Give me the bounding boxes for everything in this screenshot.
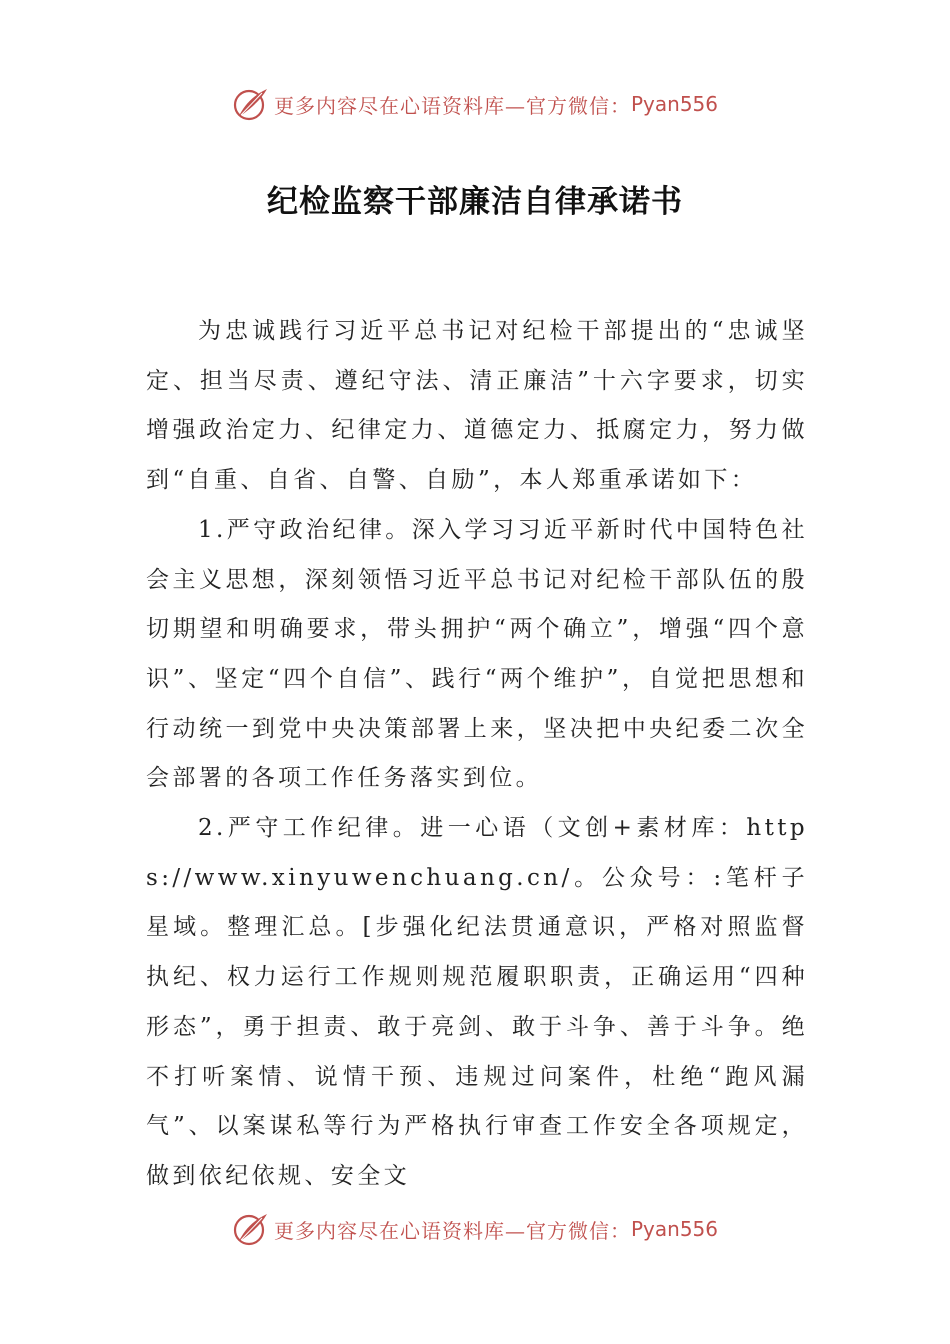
watermark-handle: Pyan556 — [630, 1217, 718, 1241]
paragraph-intro: 为忠诚践行习近平总书记对纪检干部提出的“忠诚坚定、担当尽责、遵纪守法、清正廉洁”十六字要求，切实增强政治定力、纪律定力、道德定力、抵腐定力，努力做到“自重、自省、自警、自励”，本人郑重承诺如下： — [146, 318, 808, 494]
document-body — [146, 307, 808, 1202]
watermark-text: 更多内容尽在心语资料库—官方微信： — [273, 93, 631, 118]
footer-watermark — [0, 1209, 950, 1249]
document-title: 纪检监察干部廉洁自律承诺书 — [267, 184, 683, 220]
feather-pen-logo-icon — [232, 1211, 270, 1247]
watermark-text: 更多内容尽在心语资料库—官方微信： — [273, 1218, 631, 1243]
paragraph-work-discipline: 2.严守工作纪律。进一心语（文创+素材库：https://www.xinyuwenchuang.cn/。公众号：:笔杆子星域。整理汇总。[步强化纪法贯通意识，严格对照监督执纪、权力运行工作规则规范履职职责，正确运用“四种形态”，勇于担责、敢于亮剑、敢于斗争、善于斗争。绝不打听案情、说情干预、违规过问案件，杜绝“跑风漏气”、以案谋私等行为严格执行审查工作安全各项规定，做到依纪依规、安全文 — [146, 815, 808, 1189]
feather-pen-logo-icon — [232, 86, 270, 122]
paragraph-political-discipline: 1.严守政治纪律。深入学习习近平新时代中国特色社会主义思想，深刻领悟习近平总书记对纪检干部队伍的殷切期望和明确要求，带头拥护“两个确立”，增强“四个意识”、坚定“四个自信”、践行“两个维护”，自觉把思想和行动统一到党中央决策部署上来，坚决把中央纪委二次全会部署的各项工作任务落实到位。 — [146, 516, 808, 792]
header-watermark — [0, 84, 950, 124]
watermark-handle: Pyan556 — [630, 92, 718, 116]
